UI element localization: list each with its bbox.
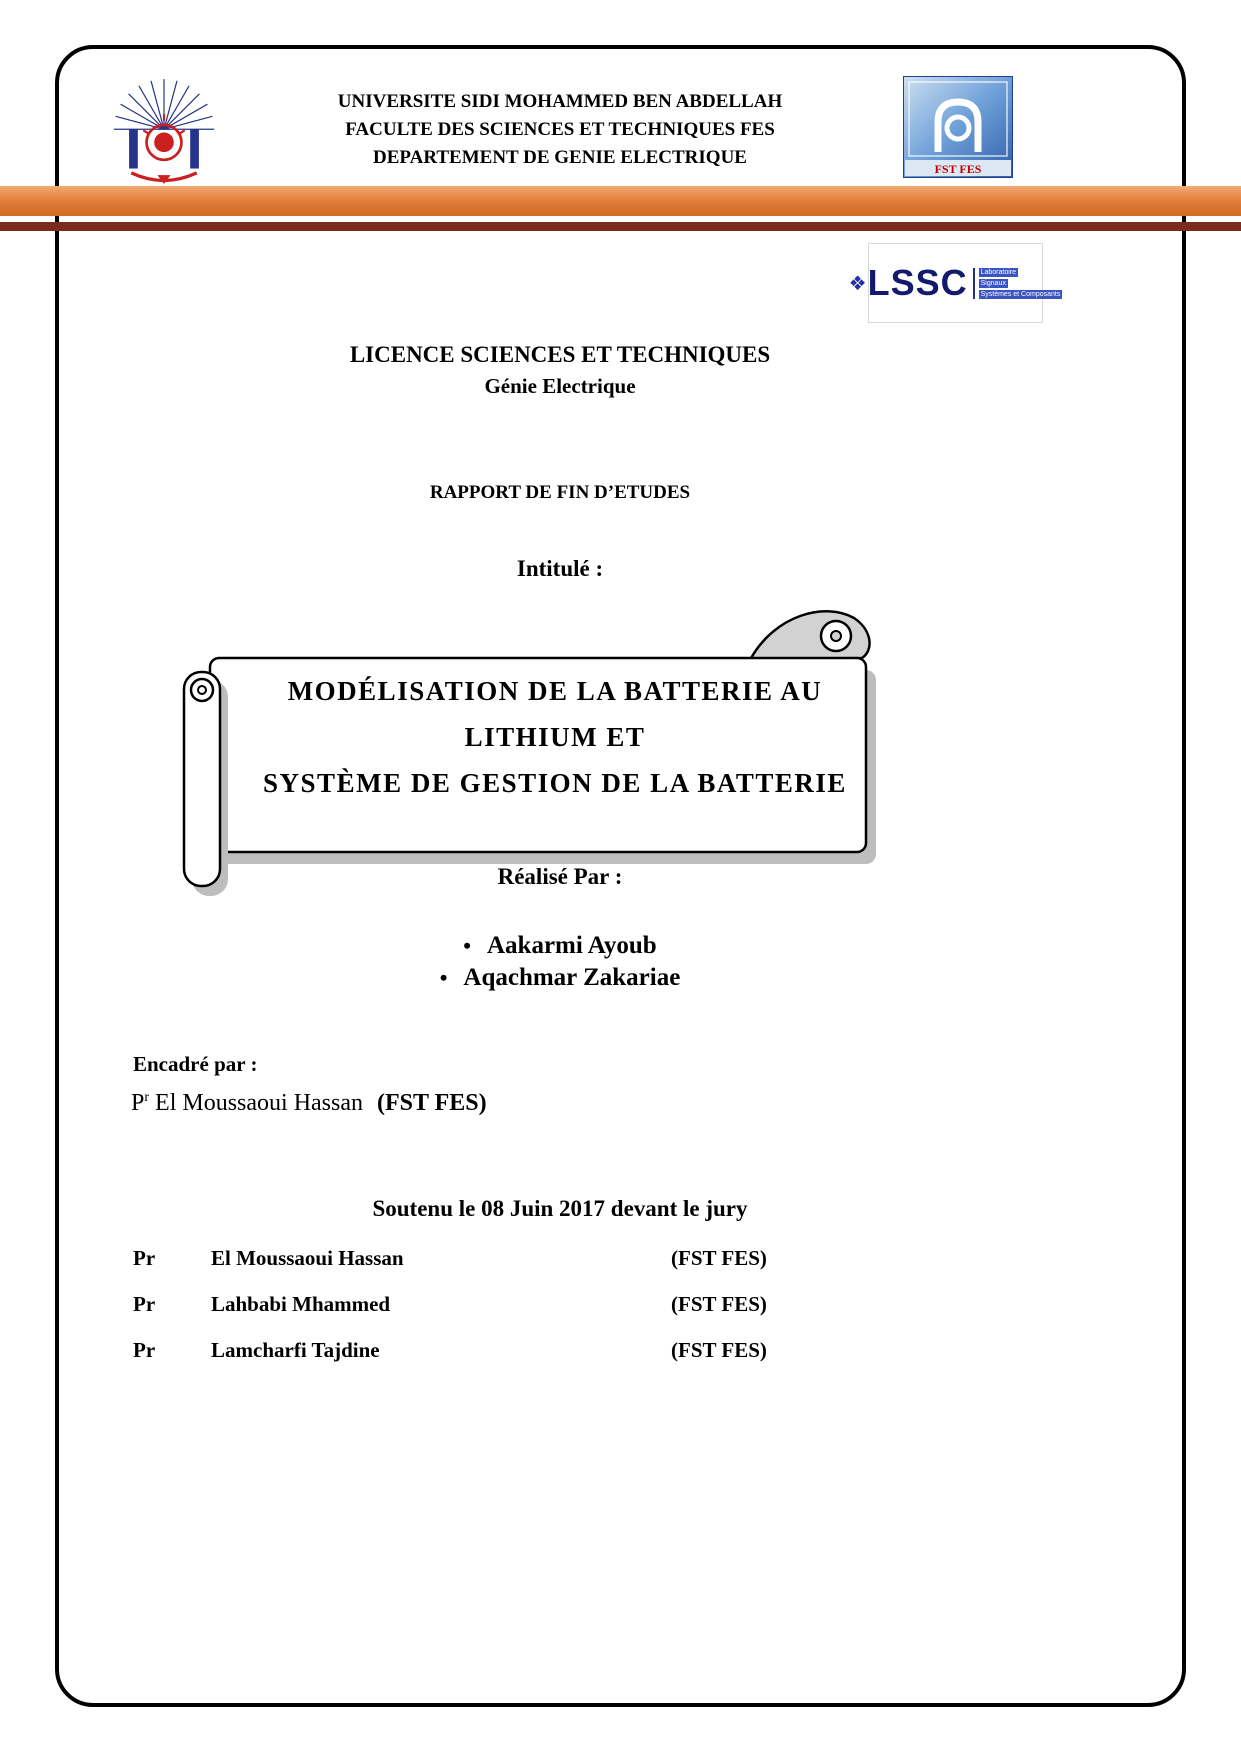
university-logo — [108, 66, 220, 186]
title-scroll-banner — [160, 592, 920, 904]
orange-band — [0, 186, 1241, 216]
supervisor-line — [131, 1090, 487, 1117]
jury-member-name: Lamcharfi Tajdine — [211, 1338, 380, 1362]
jury-row — [133, 1292, 1033, 1317]
realise-label: Réalisé Par : — [497, 864, 623, 889]
title-line-2: LITHIUM ET — [464, 722, 646, 752]
supervisor-affiliation: (FST FES) — [377, 1090, 487, 1116]
jury-row — [133, 1246, 1033, 1271]
lssc-diamond-icon: ❖ — [848, 272, 867, 295]
supervisor-name: El Moussaoui Hassan — [149, 1090, 364, 1116]
header-line-3: DEPARTEMENT DE GENIE ELECTRIQUE — [373, 147, 747, 168]
author-name: Aakarmi Ayoub — [487, 932, 657, 959]
author-name: Aqachmar Zakariae — [463, 964, 681, 991]
title-line-3: SYSTÈME DE GESTION DE LA BATTERIE — [263, 768, 847, 798]
jury-member-name: El Moussaoui Hassan — [211, 1246, 404, 1270]
jury-member-affiliation: (FST FES) — [671, 1338, 767, 1362]
fst-fes-logo-graphic — [903, 76, 1013, 178]
report-type: RAPPORT DE FIN D’ETUDES — [429, 482, 691, 503]
intitule-label: Intitulé : — [516, 556, 604, 581]
supervisor-title-sup: r — [144, 1090, 150, 1105]
lssc-name: LSSC — [867, 262, 968, 303]
lssc-tag-laboratoire: Laboratoire — [980, 268, 1017, 276]
jury-row — [133, 1338, 1033, 1363]
bullet-icon: • — [439, 965, 448, 990]
lssc-tag-systemes: Systèmes et Composants — [980, 290, 1061, 298]
jury-member-title: Pr — [133, 1338, 156, 1362]
dark-red-line — [0, 222, 1241, 231]
lssc-main — [849, 262, 968, 304]
program-line-2: Génie Electrique — [484, 374, 636, 398]
bullet-icon: • — [463, 933, 471, 958]
jury-table — [133, 1246, 1033, 1384]
lssc-tags — [973, 268, 1063, 299]
jury-member-affiliation: (FST FES) — [671, 1246, 767, 1270]
jury-member-name: Lahbabi Mhammed — [211, 1292, 391, 1316]
authors-list — [0, 932, 1120, 992]
report-title — [232, 668, 878, 806]
university-emblem-graphic — [108, 66, 220, 186]
university-header — [240, 88, 880, 172]
author-item — [440, 964, 681, 992]
lssc-logo — [848, 243, 1061, 323]
author-item — [463, 932, 656, 960]
fst-fes-label: FST FES — [934, 162, 982, 176]
lssc-tag-signaux: Signaux — [980, 279, 1006, 287]
jury-member-title: Pr — [133, 1246, 156, 1270]
program-line-1: LICENCE SCIENCES ET TECHNIQUES — [349, 342, 771, 367]
supervisor-title-initial: P — [131, 1090, 145, 1116]
program-block — [0, 342, 1120, 399]
jury-member-title: Pr — [133, 1292, 156, 1316]
encadre-label: Encadré par : — [133, 1052, 258, 1076]
header-line-2: FACULTE DES SCIENCES ET TECHNIQUES FES — [345, 119, 775, 140]
title-line-1: MODÉLISATION DE LA BATTERIE AU — [287, 676, 823, 706]
defense-line: Soutenu le 08 Juin 2017 devant le jury — [372, 1196, 748, 1221]
header-line-1: UNIVERSITE SIDI MOHAMMED BEN ABDELLAH — [337, 91, 783, 112]
fst-fes-logo — [903, 76, 1013, 178]
jury-member-affiliation: (FST FES) — [671, 1292, 767, 1316]
